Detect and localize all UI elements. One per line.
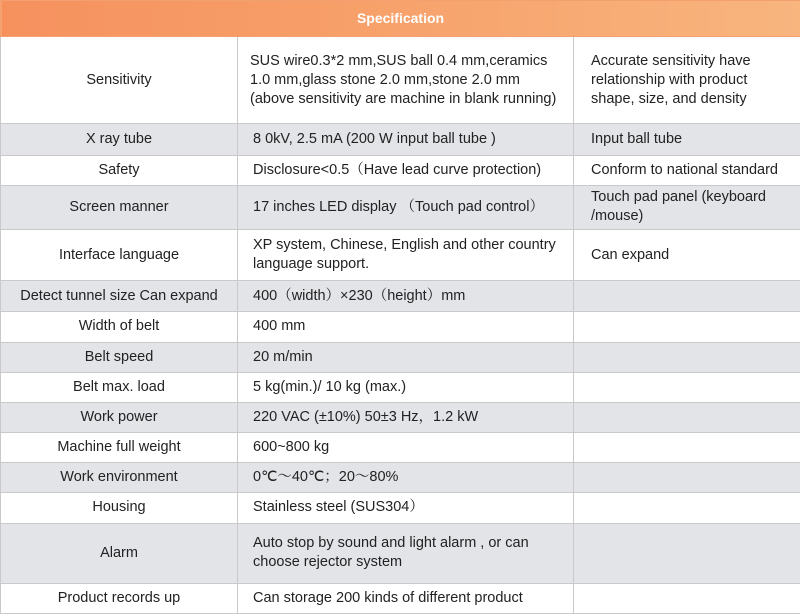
header-row (1, 1, 800, 37)
table-row-interface-language (1, 229, 800, 280)
row-value: Stainless steel (SUS304） (238, 493, 574, 523)
row-note: Touch pad panel (keyboard /mouse) (574, 185, 800, 229)
row-label: Belt max. load (1, 372, 238, 402)
row-note (574, 463, 800, 493)
row-label: Machine full weight (1, 433, 238, 463)
row-label: Width of belt (1, 312, 238, 342)
row-note (574, 372, 800, 402)
row-value: 400 mm (238, 312, 574, 342)
row-value: SUS wire0.3*2 mm,SUS ball 0.4 mm,ceramics 1.0 mm,glass stone 2.0 mm,stone 2.0 mm (above sensitivity are machine in blank running) (238, 37, 574, 124)
row-value: 5 kg(min.)/ 10 kg (max.) (238, 372, 574, 402)
table-row-product-records-up (1, 583, 800, 613)
table-row-sensitivity (1, 37, 800, 124)
row-value: Can storage 200 kinds of different product (238, 583, 574, 613)
row-value: 20 m/min (238, 342, 574, 372)
table-title: Specification (1, 1, 800, 37)
table-row-housing (1, 493, 800, 523)
row-label: Alarm (1, 523, 238, 583)
row-value: 0℃～40℃；20～80% (238, 463, 574, 493)
row-label: X ray tube (1, 124, 238, 155)
table-row-detect-tunnel-size (1, 281, 800, 312)
row-label: Safety (1, 155, 238, 185)
row-note (574, 312, 800, 342)
table-row-belt-speed (1, 342, 800, 372)
table-row-screen-manner (1, 185, 800, 229)
row-label: Screen manner (1, 185, 238, 229)
row-note (574, 281, 800, 312)
table-row-alarm (1, 523, 800, 583)
row-value: 17 inches LED display （Touch pad control） (238, 185, 574, 229)
table-row-safety (1, 155, 800, 185)
row-note (574, 493, 800, 523)
row-note (574, 342, 800, 372)
row-note: Accurate sensitivity have relationship with product shape, size, and density (574, 37, 800, 124)
row-label: Work power (1, 402, 238, 432)
row-value: 8 0kV, 2.5 mA (200 W input ball tube ) (238, 124, 574, 155)
row-label: Detect tunnel size Can expand (1, 281, 238, 312)
row-label: Housing (1, 493, 238, 523)
table-row-work-environment (1, 463, 800, 493)
row-label: Work environment (1, 463, 238, 493)
row-label: Sensitivity (1, 37, 238, 124)
row-note (574, 433, 800, 463)
table-row-belt-max-load (1, 372, 800, 402)
row-value: 600~800 kg (238, 433, 574, 463)
table-row-work-power (1, 402, 800, 432)
table-row-width-of-belt (1, 312, 800, 342)
row-value: Auto stop by sound and light alarm , or can choose rejector system (238, 523, 574, 583)
row-note (574, 523, 800, 583)
row-note: Can expand (574, 229, 800, 280)
table-row-x-ray-tube (1, 124, 800, 155)
row-value: 400（width）×230（height）mm (238, 281, 574, 312)
row-note: Input ball tube (574, 124, 800, 155)
row-value: 220 VAC (±10%) 50±3 Hz，1.2 kW (238, 402, 574, 432)
row-note (574, 402, 800, 432)
row-value: Disclosure<0.5（Have lead curve protection) (238, 155, 574, 185)
row-label: Product records up (1, 583, 238, 613)
row-label: Belt speed (1, 342, 238, 372)
row-note (574, 583, 800, 613)
table-row-machine-full-weight (1, 433, 800, 463)
row-label: Interface language (1, 229, 238, 280)
row-note: Conform to national standard (574, 155, 800, 185)
row-value: XP system, Chinese, English and other country language support. (238, 229, 574, 280)
